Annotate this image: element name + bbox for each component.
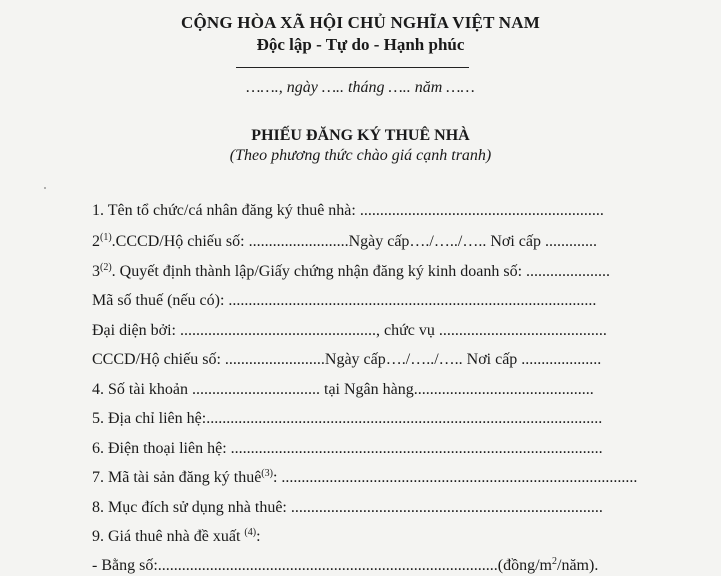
- field-tax-code: Mã số thuế (nếu có): ............................................................................................: [92, 292, 597, 309]
- field-text: - Bằng số:.....................................................................................(đồng/m: [92, 557, 552, 574]
- unit-exponent: 2: [552, 556, 557, 567]
- field-asset-code: [92, 468, 664, 488]
- field-text: 9. Giá thuê nhà đề xuất: [92, 528, 245, 545]
- field-rep-id: CCCD/Hộ chiếu số: .........................Ngày cấp…./…../….. Nơi cấp ....................: [92, 351, 602, 368]
- national-title: CỘNG HÒA XÃ HỘI CHỦ NGHĨA VIỆT NAM: [181, 13, 540, 32]
- form-title: PHIẾU ĐĂNG KÝ THUÊ NHÀ: [251, 127, 470, 144]
- field-text: 7. Mã tài sản đăng ký thuê: [92, 469, 262, 486]
- footnote-ref: (4): [244, 527, 257, 538]
- field-text: . Quyết định thành lập/Giấy chứng nhận đăng ký kinh doanh số: .....................: [111, 263, 611, 280]
- field-unit: /năm).: [557, 557, 599, 574]
- field-representative: Đại diện bởi: ................................................., chức vụ ..........................................: [92, 322, 607, 339]
- footnote-ref: (2): [100, 262, 112, 273]
- field-proposed-price: [92, 527, 664, 547]
- field-bank-account: 4. Số tài khoản ................................ tại Ngân hàng.............................................: [92, 381, 594, 398]
- header-underline: [236, 67, 469, 68]
- field-number: 2: [92, 233, 100, 250]
- form-subtitle: (Theo phương thức chào giá cạnh tranh): [229, 147, 492, 164]
- field-price-in-numbers: [92, 556, 664, 576]
- field-colon: :: [256, 528, 261, 545]
- field-number: 3: [92, 263, 100, 280]
- field-dots: : .........................................................................................: [272, 469, 638, 486]
- field-address: 5. Địa chỉ liên hệ:...................................................................................................: [92, 410, 603, 427]
- footnote-ref: (1): [100, 232, 112, 243]
- field-business-license: [92, 262, 664, 282]
- field-text: .CCCD/Hộ chiếu số: .........................Ngày cấp…./…../….. Nơi cấp .............: [111, 233, 597, 250]
- scan-speck: [44, 187, 46, 189]
- field-phone: 6. Điện thoại liên hệ: .............................................................................................: [92, 440, 603, 457]
- field-org-name: 1. Tên tổ chức/cá nhân đăng ký thuê nhà: .............................................................: [92, 202, 604, 219]
- national-motto: Độc lập - Tự do - Hạnh phúc: [256, 35, 465, 54]
- field-purpose: 8. Mục đích sử dụng nhà thuê: ..............................................................................: [92, 499, 603, 516]
- footnote-ref: (3): [261, 468, 273, 479]
- date-line: ……., ngày ….. tháng ….. năm ……: [246, 79, 475, 96]
- field-id-number: [92, 232, 664, 252]
